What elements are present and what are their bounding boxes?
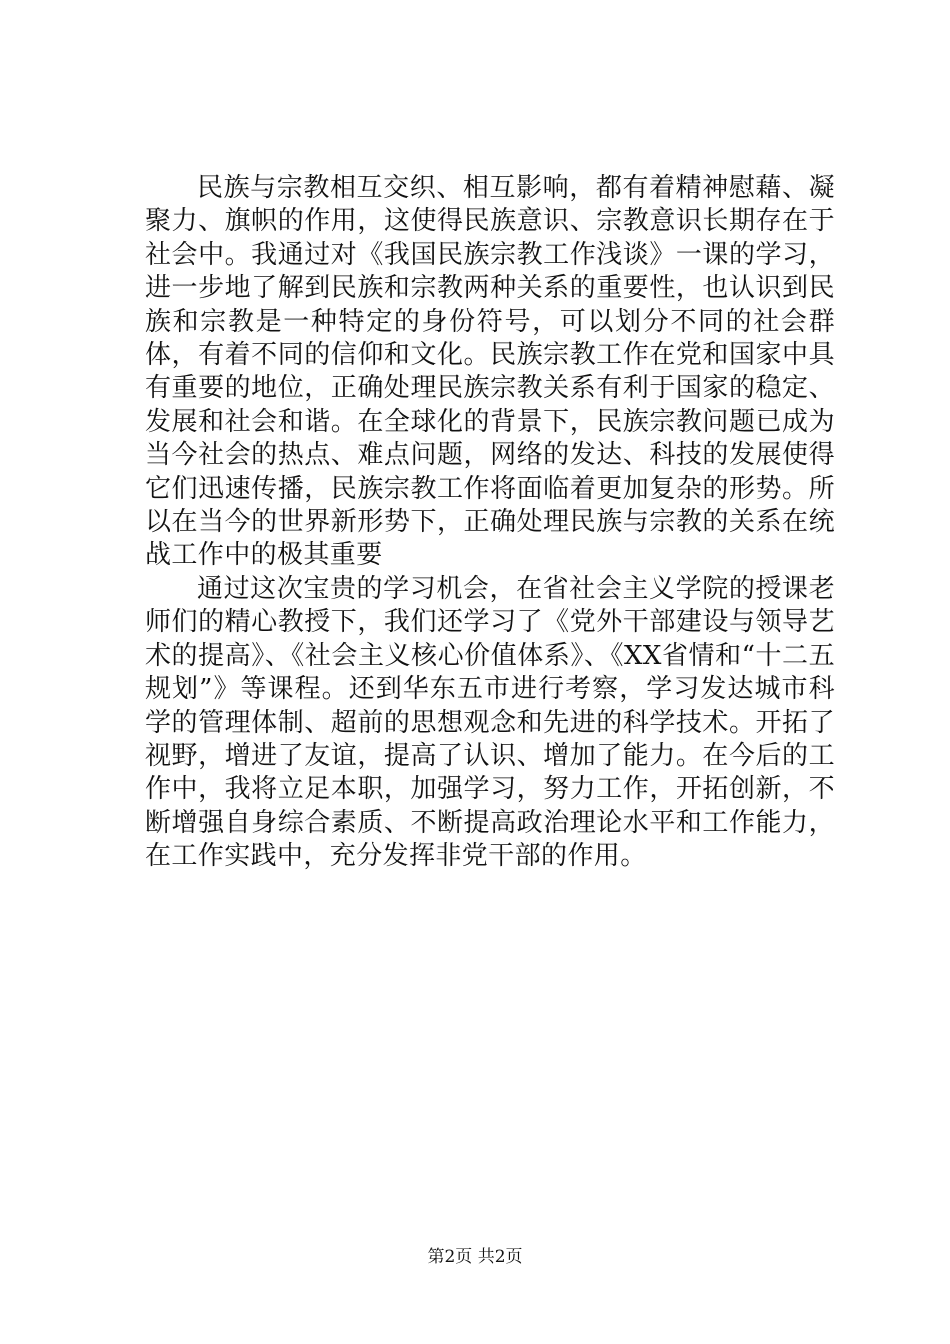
paragraph-ethnic-religion: 民族与宗教相互交织、相互影响，都有着精神慰藉、凝聚力、旗帜的作用，这使得民族意识、宗教意识长期存在于社会中。我通过对《我国民族宗教工作浅谈》一课的学习，进一步地了解到民族和宗教两种关系的重要性，也认识到民族和宗教是一种特定的身份符号，可以划分不同的社会群体，有着不同的信仰和文化。民族宗教工作在党和国家中具有重要的地位，正确处理民族宗教关系有利于国家的稳定、发展和社会和谐。在全球化的背景下，民族宗教问题已成为当今社会的热点、难点问题，网络的发达、科技的发展使得它们迅速传播，民族宗教工作将面临着更加复杂的形势。所以在当今的世界新形势下，正确处理民族与宗教的关系在统战工作中的极其重要	[145, 173, 835, 571]
page-footer	[0, 1242, 950, 1267]
paragraph-study-summary: 通过这次宝贵的学习机会，在省社会主义学院的授课老师们的精心教授下，我们还学习了《党外干部建设与领导艺术的提高》、《社会主义核心价值体系》、《XX省情和“十二五规划”》等课程。还到华东五市进行考察，学习发达城市科学的管理体制、超前的思想观念和先进的科学技术。开拓了视野，增进了友谊，提高了认识、增加了能力。在今后的工作中，我将立足本职，加强学习，努力工作，开拓创新，不断增强自身综合素质、不断提高政治理论水平和工作能力，在工作实践中，充分发挥非党干部的作用。	[145, 573, 835, 872]
document-body	[145, 172, 835, 874]
page-number: 第2页 共2页	[427, 1247, 523, 1267]
